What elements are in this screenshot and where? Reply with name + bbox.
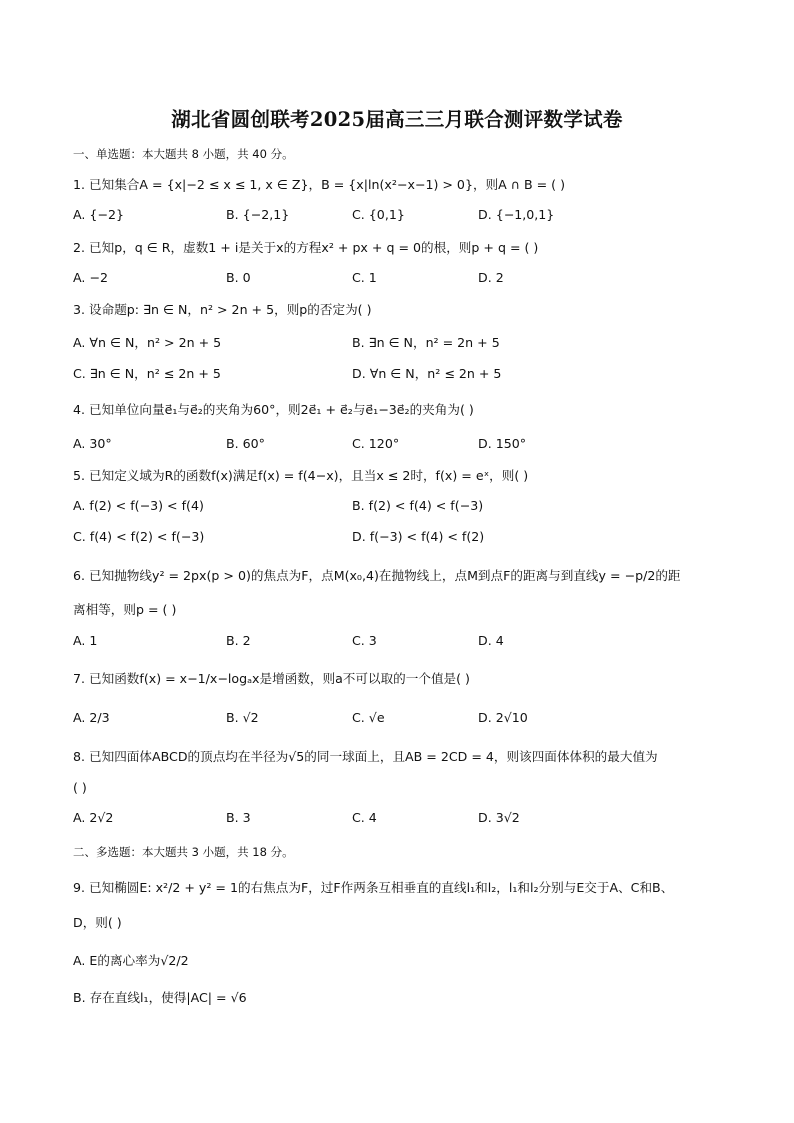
- question-4-option-b: B. 60°: [226, 436, 265, 451]
- question-5-option-d: D. f(−3) < f(4) < f(2): [352, 529, 485, 544]
- question-3-option-b: B. ∃n ∈ N，n² = 2n + 5: [352, 335, 500, 350]
- question-5-stem: 5. 已知定义域为R的函数f(x)满足f(x) = f(4−x)，且当x ≤ 2时，f(x) = eˣ，则( ): [73, 468, 529, 483]
- question-2-option-d: D. 2: [478, 270, 504, 285]
- question-3-option-d: D. ∀n ∈ N，n² ≤ 2n + 5: [352, 366, 502, 381]
- question-4-option-d: D. 150°: [478, 436, 527, 451]
- question-1-option-c: C. {0,1}: [352, 207, 405, 222]
- question-1-stem: 1. 已知集合A = {x|−2 ≤ x ≤ 1, x ∈ Z}，B = {x|ln(x²−x−1) > 0}，则A ∩ B = ( ): [73, 177, 566, 192]
- question-7-option-c: C. √e: [352, 710, 385, 725]
- question-2-option-c: C. 1: [352, 270, 377, 285]
- question-5-option-a: A. f(2) < f(−3) < f(4): [73, 498, 204, 513]
- question-6-option-a: A. 1: [73, 633, 98, 648]
- question-9-stem-line-2: D，则( ): [73, 915, 122, 930]
- question-1-option-a: A. {−2}: [73, 207, 124, 222]
- question-7-option-a: A. 2/3: [73, 710, 110, 725]
- page-title: 湖北省圆创联考2025届高三三月联合测评数学试卷: [171, 108, 623, 131]
- question-9-stem-line-1: 9. 已知椭圆E: x²/2 + y² = 1的右焦点为F，过F作两条互相垂直的直线l₁和l₂，l₁和l₂分别与E交于A、C和B、: [73, 880, 674, 895]
- question-6-option-c: C. 3: [352, 633, 377, 648]
- question-9-option-b: B. 存在直线l₁，使得|AC| = √6: [73, 990, 247, 1005]
- section-heading-single-choice: 一、单选题：本大题共 8 小题，共 40 分。: [73, 147, 294, 161]
- question-3-stem: 3. 设命题p: ∃n ∈ N，n² > 2n + 5，则p的否定为( ): [73, 302, 372, 317]
- question-2-option-a: A. −2: [73, 270, 108, 285]
- question-4-option-a: A. 30°: [73, 436, 112, 451]
- question-3-option-c: C. ∃n ∈ N，n² ≤ 2n + 5: [73, 366, 221, 381]
- question-4-stem: 4. 已知单位向量e⃗₁与e⃗₂的夹角为60°，则2e⃗₁ + e⃗₂与e⃗₁−3e⃗₂的夹角为( ): [73, 402, 474, 417]
- question-6-stem-line-1: 6. 已知抛物线y² = 2px(p > 0)的焦点为F，点M(x₀,4)在抛物线上，点M到点F的距离与到直线y = −p/2的距: [73, 568, 681, 583]
- question-1-option-b: B. {−2,1}: [226, 207, 290, 222]
- question-5-option-c: C. f(4) < f(2) < f(−3): [73, 529, 205, 544]
- question-8-option-d: D. 3√2: [478, 810, 520, 825]
- question-8-option-c: C. 4: [352, 810, 377, 825]
- question-8-stem-line-2: ( ): [73, 780, 87, 795]
- question-7-option-d: D. 2√10: [478, 710, 528, 725]
- question-8-option-a: A. 2√2: [73, 810, 114, 825]
- question-7-stem: 7. 已知函数f(x) = x−1/x−logₐx是增函数，则a不可以取的一个值是( ): [73, 671, 470, 686]
- question-2-stem: 2. 已知p，q ∈ R，虚数1 + i是关于x的方程x² + px + q = 0的根，则p + q = ( ): [73, 240, 539, 255]
- question-6-option-d: D. 4: [478, 633, 504, 648]
- question-6-stem-line-2: 离相等，则p = ( ): [73, 602, 177, 617]
- question-6-option-b: B. 2: [226, 633, 251, 648]
- question-7-option-b: B. √2: [226, 710, 259, 725]
- question-8-option-b: B. 3: [226, 810, 251, 825]
- question-8-stem-line-1: 8. 已知四面体ABCD的顶点均在半径为√5的同一球面上，且AB = 2CD = 4，则该四面体体积的最大值为: [73, 749, 658, 764]
- section-heading-multiple-choice: 二、多选题：本大题共 3 小题，共 18 分。: [73, 845, 294, 859]
- question-3-option-a: A. ∀n ∈ N，n² > 2n + 5: [73, 335, 222, 350]
- question-5-option-b: B. f(2) < f(4) < f(−3): [352, 498, 484, 513]
- question-9-option-a: A. E的离心率为√2/2: [73, 953, 189, 968]
- question-1-option-d: D. {−1,0,1}: [478, 207, 555, 222]
- question-4-option-c: C. 120°: [352, 436, 400, 451]
- question-2-option-b: B. 0: [226, 270, 251, 285]
